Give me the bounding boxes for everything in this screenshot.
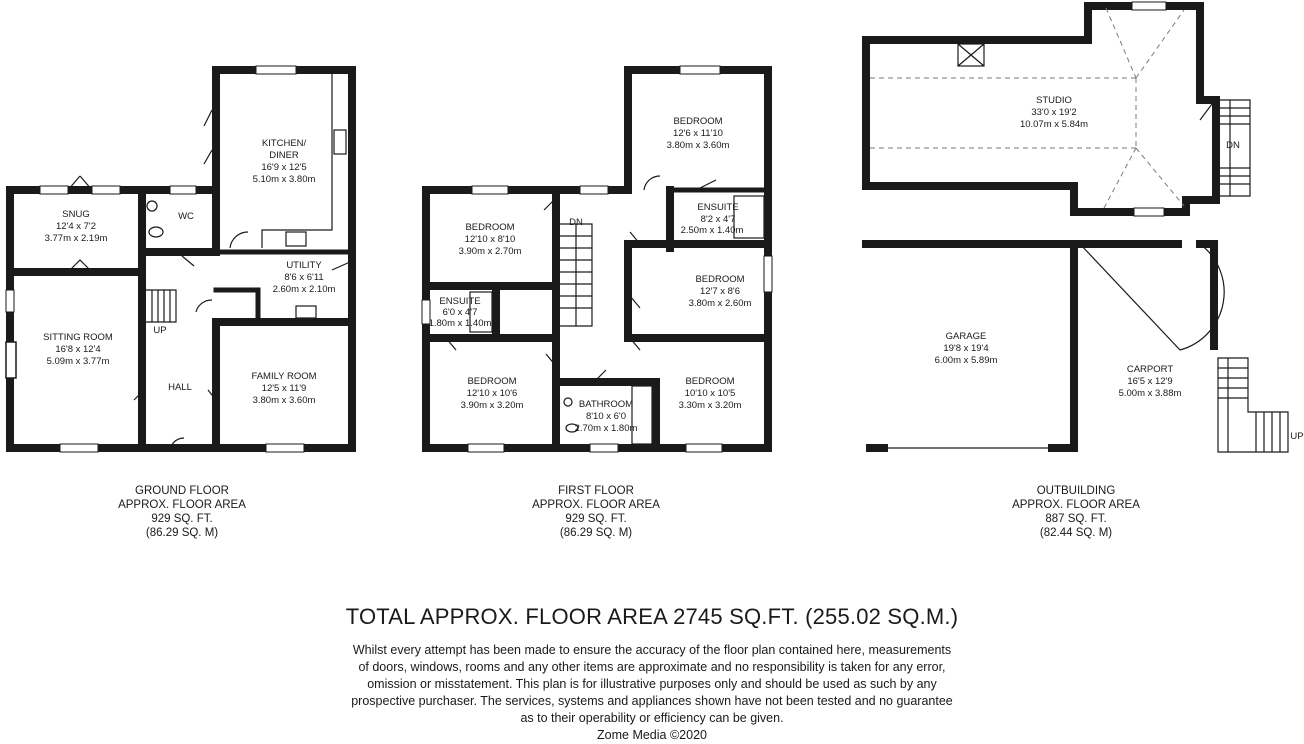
first-floor-sqm: (86.29 SQ. M) (559, 527, 633, 539)
label-ensuite-b-name: ENSUITE (439, 296, 481, 307)
label-bed-b-imperial: 12'10 x 8'10 (464, 234, 516, 245)
label-studio-dn: DN (1226, 140, 1240, 151)
label-kitchen-imperial: 16'9 x 12'5 (261, 162, 307, 173)
ground-floor-sqft: 929 SQ. FT. (151, 513, 213, 525)
label-snug-name: SNUG (62, 209, 90, 220)
first-floor-title: FIRST FLOOR (558, 485, 634, 497)
label-kitchen-name2: DINER (269, 150, 299, 161)
label-sitting-name: SITTING ROOM (43, 332, 113, 343)
label-ensuite-a-metric: 2.50m x 1.40m (680, 225, 744, 236)
total-floor-area: TOTAL APPROX. FLOOR AREA 2745 SQ.FT. (255.02 SQ.M.) (345, 604, 959, 629)
label-ensuite-a-name: ENSUITE (697, 202, 739, 213)
label-utility-name: UTILITY (286, 260, 322, 271)
label-bed-b-name: BEDROOM (465, 222, 515, 233)
outbuilding-plan (866, 2, 1288, 452)
ground-floor-title: GROUND FLOOR (135, 485, 229, 497)
label-wc-name: WC (178, 211, 194, 222)
label-hall-name: HALL (168, 382, 192, 393)
label-sitting-imperial: 16'8 x 12'4 (55, 344, 101, 355)
outbuilding-title: OUTBUILDING (1036, 485, 1116, 497)
label-studio-imperial: 33'0 x 19'2 (1031, 107, 1077, 118)
label-family-imperial: 12'5 x 11'9 (261, 383, 307, 394)
ground-floor-caption (72, 484, 292, 540)
label-bed-d-name: BEDROOM (467, 376, 517, 387)
label-hall-up: UP (153, 325, 167, 336)
label-garage-name: GARAGE (945, 331, 987, 342)
label-family-name: FAMILY ROOM (251, 371, 317, 382)
label-bathroom-name: BATHROOM (578, 399, 634, 410)
label-bed-a-name: BEDROOM (673, 116, 723, 127)
outbuilding-caption (966, 484, 1186, 540)
label-bathroom-imperial: 8'10 x 6'0 (585, 411, 627, 422)
label-bed-c-metric: 3.80m x 2.60m (688, 298, 752, 309)
label-first-dn: DN (569, 217, 583, 228)
first-floor-caption (486, 484, 706, 540)
label-snug-imperial: 12'4 x 7'2 (55, 221, 97, 232)
label-garage-imperial: 19'8 x 19'4 (943, 343, 989, 354)
label-studio-metric: 10.07m x 5.84m (1019, 119, 1089, 130)
disclaimer (280, 642, 1024, 744)
label-bed-c-imperial: 12'7 x 8'6 (699, 286, 741, 297)
outbuilding-sqft: 887 SQ. FT. (1045, 513, 1107, 525)
label-family-metric: 3.80m x 3.60m (252, 395, 316, 406)
copyright: Zome Media ©2020 (597, 728, 707, 742)
outbuilding-area-label: APPROX. FLOOR AREA (1012, 499, 1140, 511)
label-garage-metric: 6.00m x 5.89m (934, 355, 998, 366)
label-ensuite-a-imperial: 8'2 x 4'7 (700, 214, 736, 225)
label-ensuite-b-metric: 1.80m x 1.40m (428, 318, 492, 329)
disclaimer-line: prospective purchaser. The services, systems and appliances shown have not been tested and no guarantee (351, 694, 953, 708)
label-bed-d-imperial: 12'10 x 10'6 (466, 388, 518, 399)
ground-floor-sqm: (86.29 SQ. M) (145, 527, 219, 539)
label-bed-e-metric: 3.30m x 3.20m (678, 400, 742, 411)
label-sitting-metric: 5.09m x 3.77m (46, 356, 110, 367)
disclaimer-line: Whilst every attempt has been made to ensure the accuracy of the floor plan contained here, measurements (352, 643, 952, 657)
label-utility-metric: 2.60m x 2.10m (272, 284, 336, 295)
disclaimer-line: omission or misstatement. This plan is for illustrative purposes only and should be used as such by any (367, 677, 937, 691)
label-bed-b-metric: 3.90m x 2.70m (458, 246, 522, 257)
label-carport-metric: 5.00m x 3.88m (1118, 388, 1182, 399)
disclaimer-line: of doors, windows, rooms and any other items are approximate and no responsibility is taken for any error, (358, 660, 946, 674)
label-bed-a-imperial: 12'6 x 11'10 (673, 128, 723, 139)
label-kitchen-metric: 5.10m x 3.80m (252, 174, 316, 185)
ground-floor-area-label: APPROX. FLOOR AREA (118, 499, 246, 511)
label-snug-metric: 3.77m x 2.19m (44, 233, 108, 244)
outbuilding-sqm: (82.44 SQ. M) (1039, 527, 1113, 539)
label-utility-imperial: 8'6 x 6'11 (284, 272, 324, 283)
first-floor-area-label: APPROX. FLOOR AREA (532, 499, 660, 511)
label-carport-imperial: 16'5 x 12'9 (1127, 376, 1173, 387)
label-bed-c-name: BEDROOM (695, 274, 745, 285)
label-carport-up: UP (1290, 431, 1304, 442)
label-studio-name: STUDIO (1036, 95, 1072, 106)
label-kitchen-name1: KITCHEN/ (261, 138, 307, 149)
label-bed-e-name: BEDROOM (685, 376, 735, 387)
label-ensuite-b-imperial: 6'0 x 4'7 (442, 307, 478, 318)
disclaimer-line: as to their operability or efficiency can be given. (520, 711, 784, 725)
label-bed-d-metric: 3.90m x 3.20m (460, 400, 524, 411)
label-bed-e-imperial: 10'10 x 10'5 (684, 388, 736, 399)
label-bathroom-metric: 2.70m x 1.80m (574, 423, 638, 434)
label-bed-a-metric: 3.80m x 3.60m (666, 140, 730, 151)
label-carport-name: CARPORT (1126, 364, 1174, 375)
first-floor-sqft: 929 SQ. FT. (565, 513, 627, 525)
